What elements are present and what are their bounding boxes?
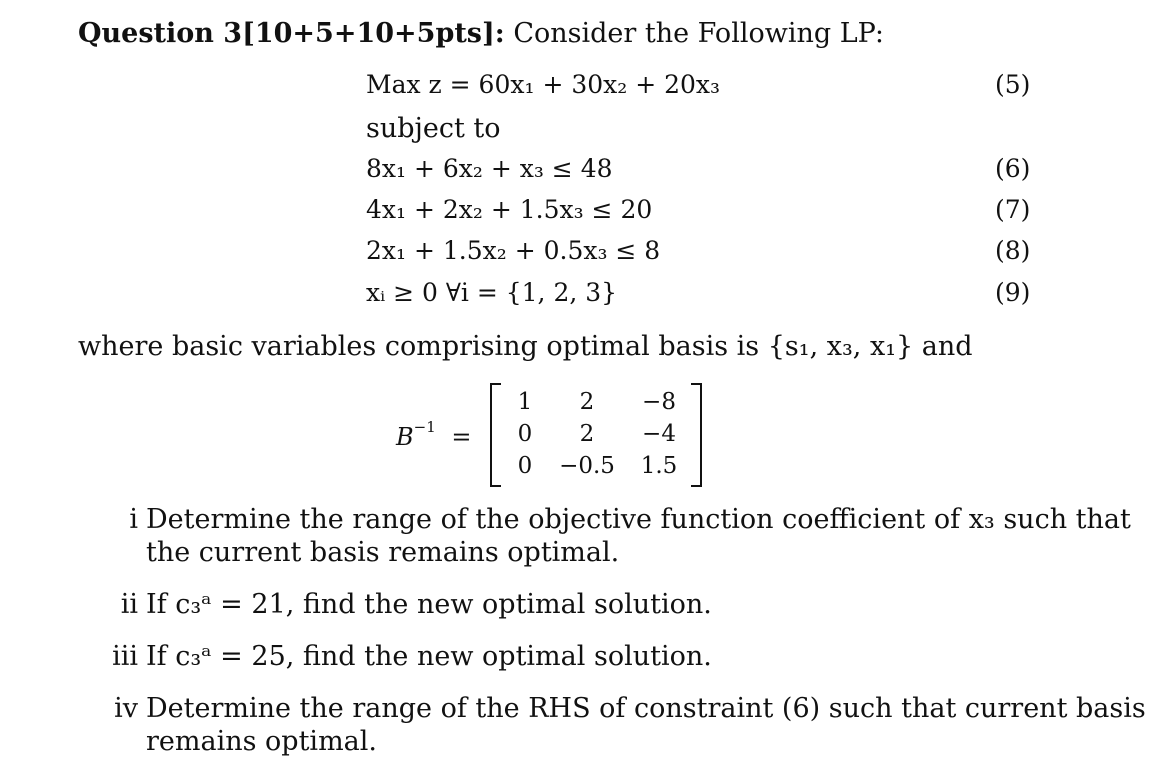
item-text-line: Determine the range of the objective function coefficient of x₃ such that xyxy=(146,504,1131,535)
item-label: iv xyxy=(114,693,138,724)
item-label: i xyxy=(129,504,138,535)
item-label: iii xyxy=(112,641,138,672)
constraint-row: 8x₁ + 6x₂ + x₃ ≤ 48 xyxy=(366,154,613,183)
list-item xyxy=(129,503,1131,569)
matrix-cell: −0.5 xyxy=(559,453,615,479)
item-text-line: If c₃ᵃ = 25, find the new optimal solution. xyxy=(146,641,712,672)
matrix-cell: 0 xyxy=(517,421,533,447)
equation-number: (5) xyxy=(995,70,1031,99)
subject-to-label: subject to xyxy=(366,113,501,144)
item-text-line: If c₃ᵃ = 21, find the new optimal solution. xyxy=(146,589,712,620)
equation-number: (8) xyxy=(995,236,1031,265)
question-heading xyxy=(78,14,884,54)
list-item xyxy=(112,640,712,673)
question-number: Question 3[10+5+10+5pts]: xyxy=(78,18,505,49)
equation-number: (6) xyxy=(995,154,1031,183)
constraint-row: xᵢ ≥ 0 ∀i = {1, 2, 3} xyxy=(366,278,618,307)
objective-function xyxy=(366,68,720,102)
question-prompt: Consider the Following LP: xyxy=(504,18,884,49)
matrix-cell: 1 xyxy=(517,389,533,415)
b-exponent: −1 xyxy=(413,418,436,436)
matrix-cell: 2 xyxy=(579,421,595,447)
b-inverse-matrix xyxy=(490,383,702,485)
constraint-row: 2x₁ + 1.5x₂ + 0.5x₃ ≤ 8 xyxy=(366,236,661,265)
equation-number: (7) xyxy=(995,195,1031,224)
matrix-cell: −8 xyxy=(642,389,676,415)
list-item xyxy=(114,692,1146,758)
b-symbol: B xyxy=(396,423,414,451)
item-text-line: remains optimal. xyxy=(146,726,377,757)
matrix-cell: −4 xyxy=(642,421,676,447)
matrix-cell: 1.5 xyxy=(640,453,678,479)
objective-expression: Max z = 60x₁ + 30x₂ + 20x₃ xyxy=(366,70,721,99)
item-text-line: Determine the range of the RHS of constraint (6) such that current basis xyxy=(146,693,1146,724)
matrix-cell: 2 xyxy=(579,389,595,415)
equals-sign: = xyxy=(451,423,472,451)
constraint-row: 4x₁ + 2x₂ + 1.5x₃ ≤ 20 xyxy=(366,195,653,224)
item-text-line: the current basis remains optimal. xyxy=(146,537,620,568)
equation-number: (9) xyxy=(995,278,1031,307)
matrix-cell: 0 xyxy=(517,453,533,479)
basis-statement: where basic variables comprising optimal basis is {s₁, x₃, x₁} and xyxy=(78,331,973,362)
b-inverse-label xyxy=(396,414,472,454)
list-item xyxy=(120,588,712,621)
item-label: ii xyxy=(120,589,138,620)
